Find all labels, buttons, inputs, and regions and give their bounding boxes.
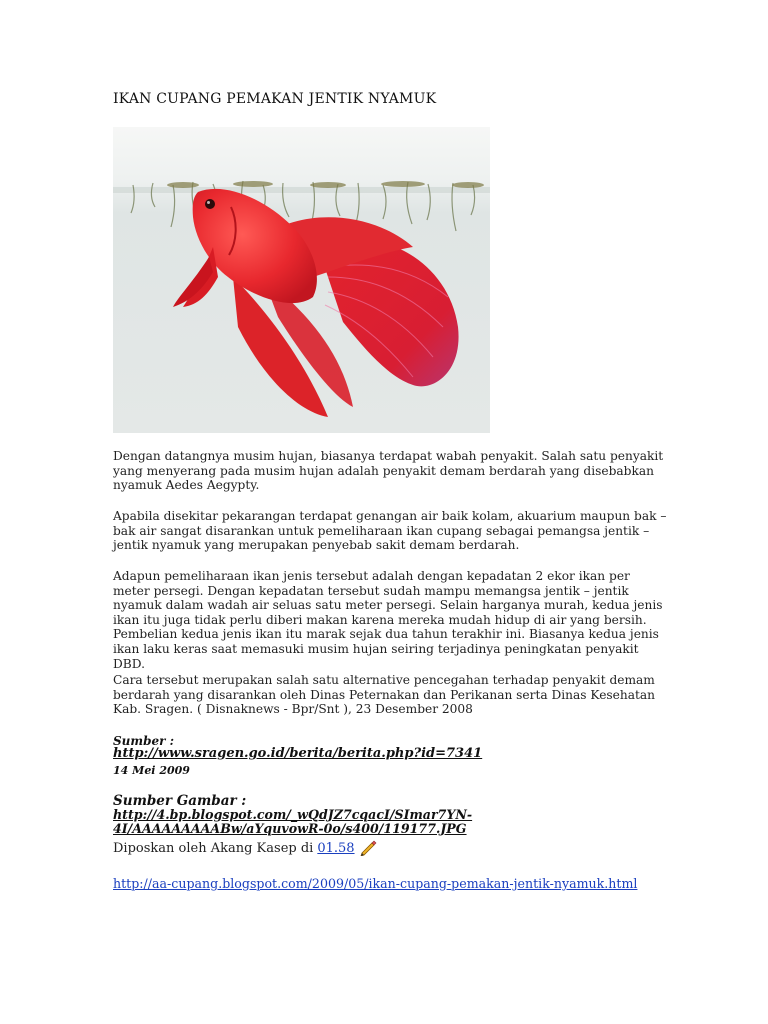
pencil-icon[interactable] [359, 840, 377, 856]
posted-by-line [113, 840, 377, 856]
post-time-link[interactable]: 01.58 [317, 840, 355, 856]
paragraph-3: Adapun pemeliharaan ikan jenis tersebut adalah dengan kepadatan 2 ekor ikan per meter persegi. Dengan kepadatan tersebut sudah mampu memangsa jentik – jentik nyamuk dalam wadah air seluas satu meter persegi. Selain harganya murah, kedua jenis ikan itu juga tidak perlu diberi makan karena mereka mudah hidup di air yang bersih. Pembelian kedua jenis ikan itu marak sejak dua tahun terakhir ini. Biasanya kedua jenis ikan laku keras saat memasuki musim hujan seiring terjadinya peningkatan penyakit DBD. [113, 569, 663, 671]
blog-post-link[interactable]: http://aa-cupang.blogspot.com/2009/05/ikan-cupang-pemakan-jentik-nyamuk.html [113, 876, 638, 891]
betta-fish-image [113, 127, 490, 433]
posted-by-text: Diposkan oleh Akang Kasep di [113, 840, 314, 856]
betta-fish-photo [113, 127, 490, 433]
paragraph-1: Dengan datangnya musim hujan, biasanya terdapat wabah penyakit. Salah satu penyakit yang menyerang pada musim hujan adalah penyakit demam berdarah yang disebabkan nyamuk Aedes Aegypty. [113, 449, 664, 493]
source-label: Sumber : [113, 734, 175, 748]
source-link[interactable]: http://www.sragen.go.id/berita/berita.php?id=7341 [113, 746, 483, 761]
image-source-link[interactable]: http://4.bp.blogspot.com/_wQdJZ7cqacI/SImar7YN-4I/AAAAAAAAABw/aYquvowR-0o/s400/119177.JPG [113, 807, 473, 836]
article-title: IKAN CUPANG PEMAKAN JENTIK NYAMUK [113, 91, 437, 107]
source-date: 14 Mei 2009 [113, 764, 190, 777]
paragraph-2: Apabila disekitar pekarangan terdapat genangan air baik kolam, akuarium maupun bak – bak air sangat disarankan untuk pemeliharaan ikan cupang sebagai pemangsa jentik – jentik nyamuk yang merupakan penyebab sakit demam berdarah. [113, 509, 667, 553]
paragraph-4: Cara tersebut merupakan salah satu alternative pencegahan terhadap penyakit demam berdarah yang disarankan oleh Dinas Peternakan dan Perikanan serta Dinas Kesehatan Kab. Sragen. ( Disnaknews - Bpr/Snt ), 23 Desember 2008 [113, 673, 656, 717]
image-source-label: Sumber Gambar : [113, 793, 247, 809]
